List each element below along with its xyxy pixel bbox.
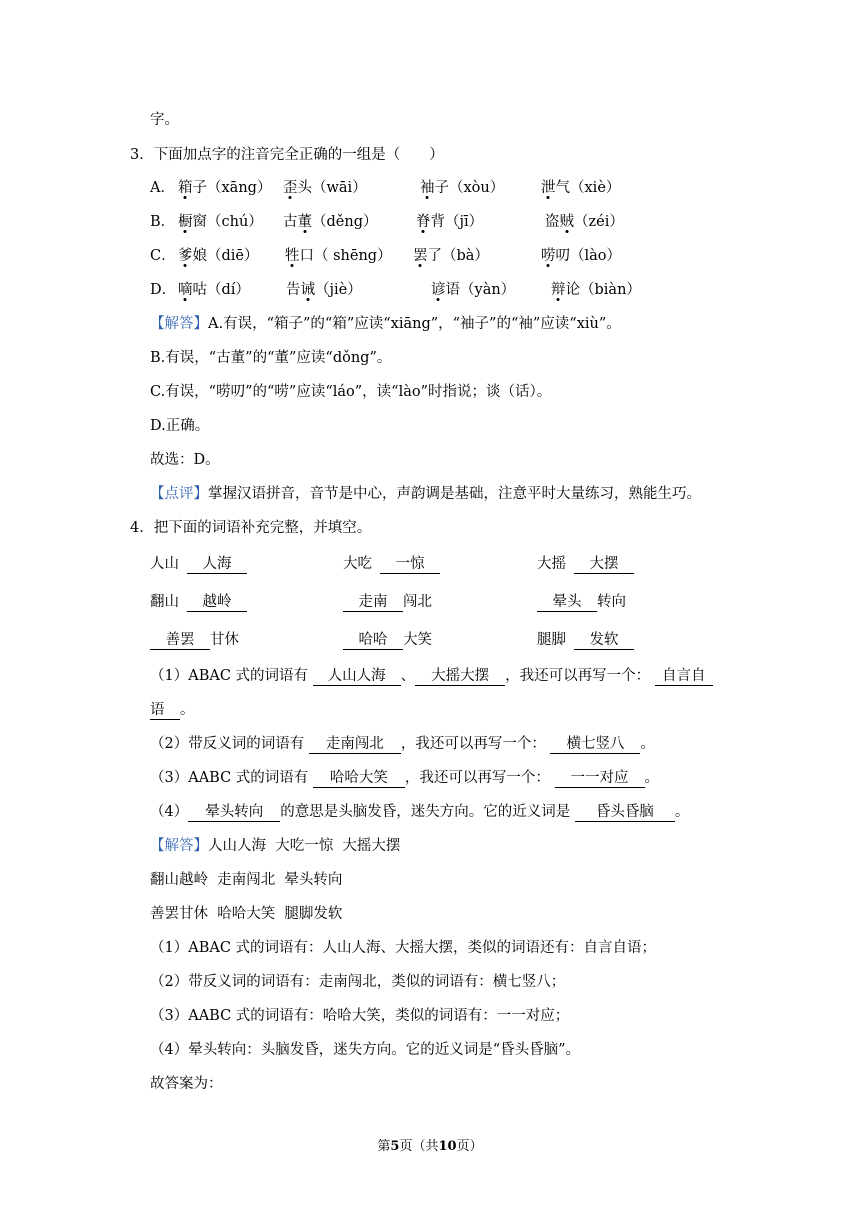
word-prefix: 腿脚 [537, 632, 566, 648]
word-prefix: 大吃 [343, 556, 372, 572]
blank-answer: 晕头转向 [188, 803, 280, 822]
option-item [420, 178, 504, 198]
question-4-stem: 4．把下面的词语补充完整，并填空。 [130, 520, 372, 536]
dotted-char: 歪 [283, 180, 298, 196]
option-pinyin: 叨（lào） [555, 248, 622, 264]
answer-line: （4）晕头转向：头脑发昏，迷失方向。它的近义词是“昏头昏脑”。 [150, 1042, 581, 1058]
word-prefix: 人山 [150, 556, 179, 572]
dotted-char: 脊 [416, 214, 431, 230]
option-item [541, 178, 620, 198]
sub-question-text: 的意思是头脑发昏，迷失方向。它的近义词是 [280, 804, 571, 820]
separator: 、 [400, 668, 416, 684]
dotted-char: 董 [297, 214, 312, 230]
word-item [343, 592, 432, 612]
period: 。 [640, 736, 655, 752]
sub-question-text: （3）AABC 式的词语有 [150, 770, 309, 786]
blank-answer: 走南闯北 [309, 735, 401, 754]
option-item [283, 178, 367, 198]
option-pinyin: 背（jī） [430, 214, 484, 230]
sub-question-text: （1）ABAC 式的词语有 [150, 668, 309, 684]
option-pinyin: 气（xiè） [555, 180, 621, 196]
answer-tag: 【解答】 [150, 316, 208, 332]
answer-line: 翻山越岭 走南闯北 晕头转向 [150, 872, 343, 888]
question-3-answer [150, 314, 621, 334]
word-item [343, 630, 432, 650]
option-pinyin: 论（biàn） [565, 282, 641, 298]
option-char: 告 [286, 282, 301, 298]
word-item [537, 592, 626, 612]
word-item [537, 630, 634, 650]
answer-line: （3）AABC 式的词语有：哈哈大笑，类似的词语有：一一对应； [150, 1008, 570, 1024]
option-item [541, 246, 621, 266]
review-tag: 【点评】 [150, 486, 208, 502]
blank-answer: 人海 [187, 555, 247, 574]
period: 。 [644, 770, 660, 786]
blank-answer: 善罢 [150, 631, 210, 650]
dotted-char: 辩 [551, 282, 566, 298]
option-pinyin: 了（bà） [427, 248, 489, 264]
sub-question-3 [150, 768, 659, 788]
dotted-char: 诫 [300, 282, 315, 298]
answer-tag: 【解答】 [150, 838, 208, 854]
option-pinyin: 娘（diē） [192, 248, 259, 264]
sub-question-text: （2）带反义词的词语有 [150, 736, 305, 752]
footer-text: 页（共 [399, 1139, 439, 1154]
dotted-char: 唠 [541, 248, 556, 264]
option-pinyin: 子（xāng） [192, 180, 272, 196]
blank-answer: 大摆 [574, 555, 634, 574]
prev-answer-tail: 字。 [150, 112, 179, 128]
sub-question-text: （4） [150, 804, 189, 820]
option-pinyin: 咕（dí） [192, 282, 250, 298]
option-pinyin: （jiè） [315, 282, 362, 298]
option-pinyin: 口（ shēng） [299, 248, 392, 264]
option-char: 古 [283, 214, 298, 230]
option-item [413, 246, 489, 266]
option-pinyin: 语（yàn） [445, 282, 516, 298]
option-item [178, 246, 259, 266]
word-item [150, 630, 239, 650]
dotted-char: 罢 [413, 248, 428, 264]
sub-question-4 [150, 802, 689, 822]
option-pinyin: 窗（chú） [192, 214, 263, 230]
word-item [343, 554, 440, 574]
blank-answer: 一惊 [380, 555, 440, 574]
option-item [416, 212, 483, 232]
word-prefix: 大摇 [537, 556, 566, 572]
option-pinyin: 头（wāi） [297, 180, 367, 196]
option-label: C． [150, 248, 176, 264]
option-pinyin: 子（xòu） [434, 180, 505, 196]
answer-line: （2）带反义词的词语有：走南闯北，类似的词语有：横七竖八； [150, 974, 566, 990]
blank-answer: 哈哈 [343, 631, 403, 650]
option-item [551, 280, 641, 300]
review-text: 掌握汉语拼音，音节是中心，声韵调是基础，注意平时大量练习，熟能生巧。 [208, 486, 701, 502]
dotted-char: 牲 [285, 248, 300, 264]
answer-line: B.有误，“古董”的“董”应读“dǒng”。 [150, 350, 392, 366]
dotted-char: 贼 [559, 214, 574, 230]
blank-answer: 晕头 [537, 593, 597, 612]
answer-choice: 故选：D。 [150, 452, 220, 468]
blank-answer: 大摇大摆 [415, 667, 505, 686]
blank-answer: 一一对应 [555, 769, 645, 788]
sub-question-text: ，我还可以再写一个： [400, 736, 546, 752]
sub-question-text: ，我还可以再写一个： [505, 668, 651, 684]
blank-answer: 越岭 [187, 593, 247, 612]
question-3-review [150, 484, 701, 504]
dotted-char: 泄 [541, 180, 556, 196]
option-label: D． [150, 282, 177, 298]
sub-question-1-wrap [150, 700, 195, 720]
answer-line: （1）ABAC 式的词语有：人山人海、大摇大摆，类似的词语还有：自言自语； [150, 940, 657, 956]
option-pinyin: （zéi） [574, 214, 624, 230]
blank-answer: 昏头昏脑 [575, 803, 675, 822]
word-suffix: 甘休 [210, 632, 239, 648]
sub-question-text: ，我还可以再写一个： [404, 770, 550, 786]
word-suffix: 闯北 [403, 594, 432, 610]
option-item [178, 212, 263, 232]
question-3-stem: 3．下面加点字的注音完全正确的一组是（ ） [130, 147, 444, 163]
word-item [537, 554, 634, 574]
total-pages: 10 [438, 1139, 457, 1154]
option-label: A． [150, 180, 175, 196]
word-suffix: 转向 [597, 594, 626, 610]
answer-line: C.有误，“唠叨”的“唠”应读“láo”，读“lào”时指说；谈（话）。 [150, 384, 552, 400]
answer-line: 善罢甘休 哈哈大笑 腿脚发软 [150, 906, 343, 922]
option-item [431, 280, 515, 300]
word-item [150, 554, 247, 574]
option-item [283, 212, 377, 232]
answer-line: D.正确。 [150, 418, 210, 434]
answer-final: 故答案为： [150, 1076, 223, 1092]
option-item [178, 280, 250, 300]
blank-answer: 横七竖八 [550, 735, 640, 754]
dotted-char: 橱 [178, 214, 193, 230]
option-item [178, 178, 271, 198]
option-item [286, 280, 362, 300]
footer-text: 页） [456, 1139, 483, 1154]
answer-text: A.有误，“箱子”的“箱”应读“xiāng”，“袖子”的“袖”应读“xiù”。 [208, 316, 621, 332]
option-char: 盗 [545, 214, 560, 230]
word-item [150, 592, 247, 612]
period: 。 [180, 702, 195, 718]
blank-answer: 自言自 [655, 667, 713, 686]
option-pinyin: （děng） [312, 214, 378, 230]
answer-text: 人山人海 大吃一惊 大摇大摆 [208, 838, 401, 854]
word-suffix: 大笑 [403, 632, 432, 648]
option-item [285, 246, 392, 266]
blank-answer: 发软 [574, 631, 634, 650]
dotted-char: 袖 [420, 180, 435, 196]
blank-answer: 人山人海 [313, 667, 401, 686]
blank-answer: 哈哈大笑 [313, 769, 405, 788]
dotted-char: 嘀 [178, 282, 193, 298]
period: 。 [674, 804, 690, 820]
blank-answer: 语 [150, 701, 180, 720]
dotted-char: 箱 [178, 180, 193, 196]
page-number: 5 [390, 1139, 400, 1154]
blank-answer: 走南 [343, 593, 403, 612]
footer-text: 第 [377, 1139, 391, 1154]
sub-question-1 [150, 666, 713, 686]
option-item [545, 212, 624, 232]
option-label: B． [150, 214, 176, 230]
dotted-char: 谚 [431, 282, 446, 298]
word-prefix: 翻山 [150, 594, 179, 610]
question-4-answer [150, 836, 400, 856]
page-footer [0, 1137, 860, 1157]
sub-question-2 [150, 734, 655, 754]
dotted-char: 爹 [178, 248, 193, 264]
